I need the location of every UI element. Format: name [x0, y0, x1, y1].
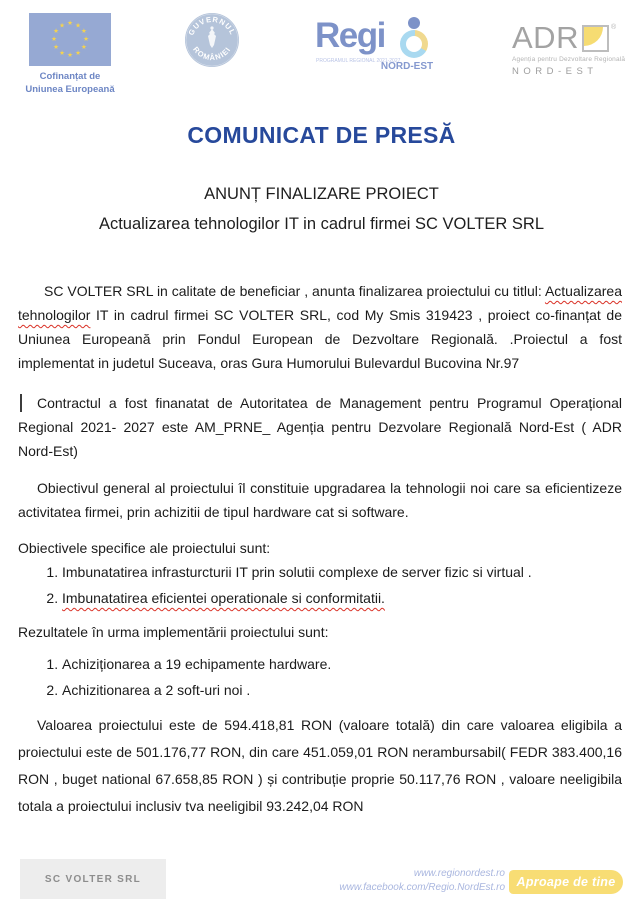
results-list-item: [62, 652, 622, 676]
adr-quarter-circle-icon: [584, 27, 603, 46]
eu-flag-icon: [29, 13, 111, 66]
regio-dot-icon: [408, 17, 420, 29]
objective-1-text: Imbunatatirea infrasturcturii IT prin solutii complexe de server fizic si virtual .: [62, 564, 532, 580]
svg-text:★: ★: [80, 43, 87, 52]
svg-text:★: ★: [53, 43, 60, 52]
objectives-list-item: [62, 560, 622, 584]
svg-text:★: ★: [67, 19, 73, 28]
results-label: Rezultatele în urma implementării proiectului sunt:: [18, 624, 329, 640]
paragraph-beneficiary: [18, 279, 622, 375]
paragraph-contract: [18, 391, 622, 463]
press-release-title: COMUNICAT DE PRESĂ: [187, 122, 456, 148]
regio-program-text: PROGRAMUL REGIONAL 2021-2027: [316, 58, 401, 64]
gov-seal-bottom-text: ROMÂNIEI: [191, 44, 233, 63]
gov-seal-top-text: GUVERNUL: [186, 14, 238, 37]
svg-text:★: ★: [59, 49, 65, 58]
text-cursor: [20, 394, 22, 412]
results-list: [18, 652, 622, 702]
svg-text:★: ★: [51, 35, 57, 44]
result-2-text: Achizitionarea a 2 soft-uri noi .: [62, 682, 251, 698]
paragraph-project-value: Valoarea proiectului este de 594.418,81 RON (valoare totală) din care valoarea eligibila a proiectului este de 501.176,77 RON, din care 451.059,01 RON nerambursabil( FEDR 383.400,16 RON , buget national 67.658,85 RON ) și contribuție proprie 50.117,76 RON , valoare neeligibila totala a proiectului inclusiv tva neeligibil 93.242,04 RON: [18, 717, 622, 814]
svg-text:★: ★: [75, 21, 81, 30]
regio-ring-icon: [400, 30, 428, 58]
announcement-heading: ANUNȚ FINALIZARE PROIECT: [204, 185, 439, 203]
footer-links: [339, 867, 505, 895]
svg-text:★: ★: [53, 27, 60, 36]
eu-cofunded-logo: [22, 10, 118, 96]
regio-wordmark: Regi: [315, 16, 385, 55]
svg-text:★: ★: [83, 35, 89, 44]
eu-caption-line1: Cofinanțat de: [39, 71, 101, 82]
regio-website-link[interactable]: www.regionordest.ro: [413, 868, 505, 879]
paragraph-contract-text: Contractul a fost finanatat de Autoritatea de Management pentru Programul Operațional Regional 2021- 2027 este AM_PRNE_ Agenția pentru Dezvolare Regională Nord-Est ( ADR Nord-Est): [18, 395, 622, 459]
romanian-government-logo: [183, 11, 241, 74]
footer-company-name: SC VOLTER SRL: [44, 873, 142, 885]
svg-text:★: ★: [80, 27, 87, 36]
regio-region-text: NORD-EST: [380, 61, 434, 72]
objective-2-text: Imbunatatirea eficientei operationale si conformitatii.: [62, 590, 385, 606]
svg-text:★: ★: [67, 51, 73, 60]
misspelled-phrase: Actualizarea tehnologilor: [18, 283, 622, 323]
regio-facebook-link[interactable]: www.facebook.com/Regio.NordEst.ro: [339, 882, 505, 893]
eu-caption-line2: Uniunea Europeană: [25, 83, 115, 95]
objectives-list: [18, 560, 622, 610]
government-seal-icon: [183, 11, 241, 69]
adr-caption-text: Agenția pentru Dezvoltare Regională: [512, 56, 626, 63]
paragraph-beneficiary-text-a: SC VOLTER SRL in calitate de beneficiar , anunta finalizarea proiectului cu titlul:: [44, 283, 545, 299]
adr-wordmark: ADR: [512, 20, 579, 55]
objectives-label: Obiectivele specifice ale proiectului sunt:: [18, 540, 271, 556]
document-body: [18, 279, 622, 820]
result-1-text: Achiziționarea a 19 echipamente hardware.: [62, 656, 332, 672]
results-list-item: [62, 678, 622, 702]
adr-square-icon: [582, 25, 609, 52]
objectives-list-item: [62, 586, 622, 610]
adr-trademark-symbol: ®: [610, 24, 617, 31]
adr-nord-est-logo: [512, 20, 630, 77]
footer-company-box: [20, 859, 166, 899]
paragraph-beneficiary-text-b: IT in cadrul firmei SC VOLTER SRL, cod My Smis 319423 , proiect co-finanțat de Uniunea Europeană prin Fondul European de Dezvoltare Regională. .Proiectul a fost implementat in judetul Suceava, oras Gura Humorului Bulevardul Bucovina Nr.97: [18, 307, 622, 371]
regio-nord-est-logo: [315, 16, 441, 78]
svg-text:★: ★: [59, 21, 65, 30]
svg-text:★: ★: [75, 49, 81, 58]
project-title-heading: Actualizarea tehnologilor IT in cadrul firmei SC VOLTER SRL: [98, 215, 545, 233]
adr-region-text: NORD-EST: [512, 66, 598, 77]
aproape-de-tine-badge: Aproape de tine: [509, 870, 623, 894]
paragraph-general-objective: Obiectivul general al proiectului îl constituie upgradarea la tehnologii noi care sa eficientizeze activitatea firmei, prin achizitii de tipul hardware cat si software.: [18, 480, 622, 520]
